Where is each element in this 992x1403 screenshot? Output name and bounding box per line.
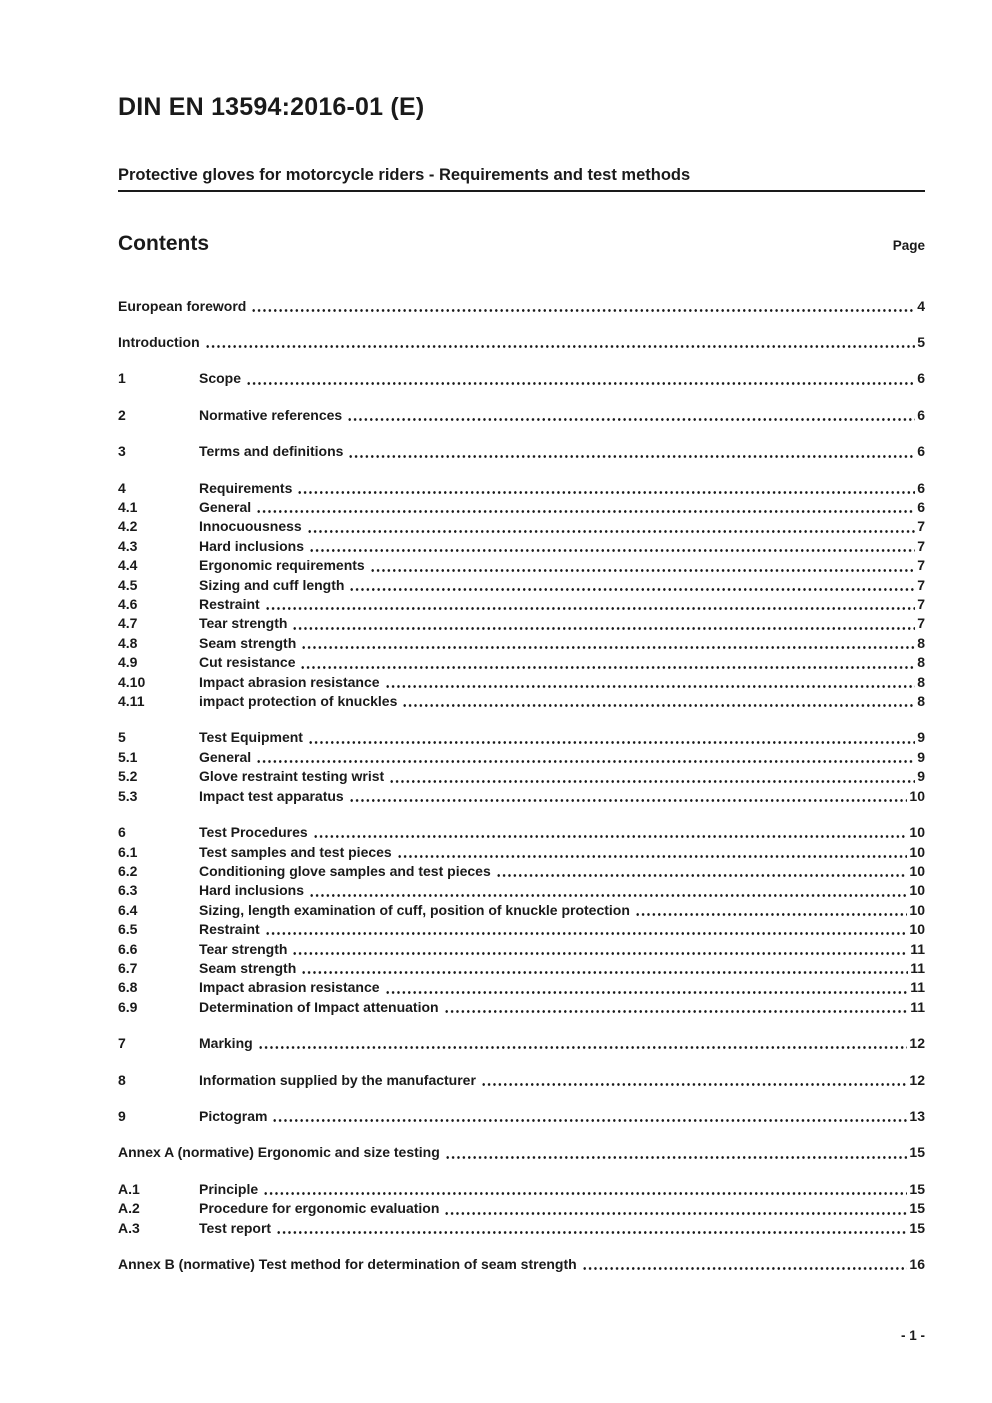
- toc-entry: [118, 881, 925, 900]
- toc-entry-page: 11: [910, 959, 925, 976]
- toc-entry: [118, 978, 925, 997]
- toc-entry-page: 7: [917, 615, 925, 632]
- toc-entry-number: A.1: [118, 1180, 140, 1197]
- dot-leader: [263, 1180, 907, 1199]
- dot-leader: [309, 537, 915, 556]
- toc-entry-title: General: [199, 748, 252, 765]
- toc-entry-number: 4.6: [118, 596, 138, 613]
- contents-header-row: [118, 232, 925, 255]
- toc-entry-title: Requirements: [199, 479, 293, 496]
- toc-entry: [118, 576, 925, 595]
- toc-entry-title: European foreword: [118, 297, 247, 314]
- doc-title-heading: Protective gloves for motorcycle riders - Requirements and test methods: [118, 165, 691, 184]
- toc-entry-title: Information supplied by the manufacturer: [199, 1071, 476, 1088]
- toc-entry-page: 7: [917, 576, 925, 593]
- toc-entry-title: Test samples and test pieces: [199, 843, 392, 860]
- dot-leader: [297, 479, 915, 498]
- toc-entry-number: 6: [118, 824, 126, 841]
- toc-entry-page: 9: [917, 768, 925, 785]
- dot-leader: [292, 614, 915, 633]
- toc-entry: [118, 498, 925, 517]
- toc-entry: [118, 748, 925, 767]
- dot-leader: [349, 576, 915, 595]
- dot-leader: [397, 843, 908, 862]
- toc-entry-page: 9: [917, 729, 925, 746]
- toc-entry-page: 12: [909, 1035, 925, 1052]
- toc-entry-page: 10: [909, 921, 925, 938]
- toc-entry: [118, 787, 925, 806]
- toc-entry-number: 3: [118, 443, 126, 460]
- toc-entry-number: 6.1: [118, 843, 138, 860]
- toc-entry-number: A.2: [118, 1200, 140, 1217]
- dot-leader: [301, 634, 915, 653]
- toc-entry-number: 7: [118, 1035, 126, 1052]
- toc-entry-title: Seam strength: [199, 634, 297, 651]
- toc-entry: [118, 1255, 925, 1274]
- toc-entry-number: 6.8: [118, 979, 138, 996]
- toc-entry: [118, 517, 925, 536]
- toc-entry-page: 6: [917, 406, 925, 423]
- toc-entry: [118, 1219, 925, 1238]
- dot-leader: [385, 978, 909, 997]
- toc-entry: [118, 998, 925, 1017]
- toc-entry: [118, 595, 925, 614]
- toc-entry: [118, 1107, 925, 1126]
- toc-entry-page: 8: [917, 634, 925, 651]
- toc-entry-title: Determination of Impact attenuation: [199, 998, 439, 1015]
- dot-leader: [444, 998, 909, 1017]
- toc-entry-title: Marking: [199, 1035, 253, 1052]
- toc-entry-page: 10: [909, 787, 925, 804]
- toc-entry-page: 6: [917, 479, 925, 496]
- toc-entry-page: 5: [917, 333, 925, 350]
- dot-leader: [256, 748, 915, 767]
- toc-entry: [118, 862, 925, 881]
- toc-entry-page: 10: [909, 882, 925, 899]
- toc-entry-page: 6: [917, 443, 925, 460]
- toc-entry-page: 15: [909, 1180, 925, 1197]
- toc-entry-page: 15: [909, 1219, 925, 1236]
- toc-entry-page: 4: [917, 297, 925, 314]
- dot-leader: [301, 959, 908, 978]
- toc-entry-title: Restraint: [199, 921, 260, 938]
- toc-entry-number: 6.4: [118, 901, 138, 918]
- toc-entry-title: Annex B (normative) Test method for determination of seam strength: [118, 1256, 577, 1272]
- dot-leader: [444, 1199, 907, 1218]
- dot-leader: [256, 498, 915, 517]
- toc-entry-title: Principle: [199, 1180, 259, 1197]
- doc-number-heading: DIN EN 13594:2016-01 (E): [118, 93, 425, 121]
- dot-leader: [265, 595, 916, 614]
- dot-leader: [582, 1255, 908, 1274]
- toc-entry: [118, 1034, 925, 1053]
- toc-entry-page: 16: [909, 1256, 925, 1272]
- toc-entry: [118, 614, 925, 633]
- toc-entry-title: Pictogram: [199, 1107, 268, 1124]
- toc-entry-page: 15: [909, 1200, 925, 1217]
- toc-entry-number: 4.2: [118, 518, 138, 535]
- toc-entry-title: Test Procedures: [199, 824, 308, 841]
- toc-entry-title: Sizing and cuff length: [199, 576, 345, 593]
- toc-entry-number: 6.7: [118, 959, 138, 976]
- toc-entry-title: Scope: [199, 370, 242, 387]
- dot-leader: [265, 920, 908, 939]
- toc-entry-number: 6.3: [118, 882, 138, 899]
- toc-entry-number: 8: [118, 1071, 126, 1088]
- toc-entry: [118, 823, 925, 842]
- toc-entry-title: Test report: [199, 1219, 272, 1236]
- toc-entry-page: 8: [917, 654, 925, 671]
- toc-entry-title: Test Equipment: [199, 729, 303, 746]
- toc-entry: [118, 920, 925, 939]
- dot-leader: [309, 881, 907, 900]
- page-column-label: Page: [892, 238, 925, 254]
- toc-entry: [118, 1180, 925, 1199]
- dot-leader: [385, 673, 916, 692]
- dot-leader: [300, 653, 915, 672]
- toc-entry-title: Impact abrasion resistance: [199, 673, 380, 690]
- toc-entry: [118, 728, 925, 747]
- toc-entry: [118, 537, 925, 556]
- toc-entry-number: 1: [118, 370, 126, 387]
- dot-leader: [389, 767, 915, 786]
- dot-leader: [205, 333, 916, 352]
- dot-leader: [347, 406, 915, 425]
- toc-entry-page: 13: [909, 1107, 925, 1124]
- toc-entry-title: Procedure for ergonomic evaluation: [199, 1200, 440, 1217]
- toc-entry-title: Tear strength: [199, 615, 288, 632]
- toc-entry-page: 10: [909, 824, 925, 841]
- footer-page-number: - 1 -: [900, 1328, 925, 1343]
- toc-entry: [118, 369, 925, 388]
- dot-leader: [308, 728, 915, 747]
- toc-entry-title: General: [199, 499, 252, 515]
- toc-entry-page: 7: [917, 518, 925, 535]
- toc-entry: [118, 673, 925, 692]
- toc-entry-number: 9: [118, 1107, 126, 1124]
- toc-entry: [118, 406, 925, 425]
- toc-entry: [118, 1071, 925, 1090]
- toc-entry-page: 9: [917, 748, 925, 765]
- contents-heading: Contents: [118, 232, 209, 256]
- toc-entry-number: 4.4: [118, 557, 138, 574]
- dot-leader: [313, 823, 908, 842]
- toc-entry-page: 11: [910, 998, 925, 1015]
- toc-entry-number: 4.9: [118, 654, 138, 671]
- dot-leader: [370, 556, 916, 575]
- dot-leader: [445, 1143, 908, 1162]
- toc-entry: [118, 556, 925, 575]
- toc-entry-number: 5.2: [118, 768, 138, 785]
- toc-entry-page: 10: [909, 901, 925, 918]
- toc-entry-page: 6: [917, 370, 925, 387]
- toc-entry-title: Normative references: [199, 406, 343, 423]
- toc-entry-number: 6.2: [118, 862, 138, 879]
- dot-leader: [272, 1107, 907, 1126]
- toc-entry-number: 4.11: [118, 693, 145, 710]
- toc-entry: [118, 767, 925, 786]
- dot-leader: [496, 862, 908, 881]
- dot-leader: [246, 369, 915, 388]
- toc-entry: [118, 1143, 925, 1162]
- toc-entry-title: Glove restraint testing wrist: [199, 768, 385, 785]
- toc-entry-number: A.3: [118, 1219, 140, 1236]
- toc-entry: [118, 692, 925, 711]
- toc-entry-title: Innocuousness: [199, 518, 302, 535]
- dot-leader: [307, 517, 916, 536]
- toc-entry-page: 7: [917, 537, 925, 554]
- toc-entry-number: 4: [118, 479, 126, 496]
- dot-leader: [349, 787, 908, 806]
- toc-entry-page: 12: [909, 1071, 925, 1088]
- toc-entry: [118, 901, 925, 920]
- dot-leader: [276, 1219, 907, 1238]
- toc-entry: [118, 959, 925, 978]
- toc-entry-number: 5.3: [118, 787, 138, 804]
- toc-entry-number: 5: [118, 729, 126, 746]
- dot-leader: [635, 901, 908, 920]
- toc-entry-page: 8: [917, 693, 925, 710]
- toc-entry-page: 8: [917, 673, 925, 690]
- dot-leader: [251, 297, 915, 316]
- toc-entry: [118, 479, 925, 498]
- toc-entry-title: Tear strength: [199, 940, 288, 957]
- toc-entry-title: Hard inclusions: [199, 882, 305, 899]
- toc-entry-number: 4.7: [118, 615, 138, 632]
- toc-entry-number: 4.8: [118, 634, 138, 651]
- toc-entry-number: 4.1: [118, 499, 138, 515]
- toc-entry: [118, 442, 925, 461]
- toc-entry-title: Introduction: [118, 333, 200, 350]
- title-underline-rule: [118, 190, 925, 192]
- toc-entry-number: 4.3: [118, 537, 138, 554]
- toc-entry-page: 11: [910, 940, 925, 957]
- toc-entry-page: 7: [917, 557, 925, 574]
- toc-entry-title: Sizing, length examination of cuff, position of knuckle protection: [199, 901, 630, 918]
- toc-entry-title: Impact abrasion resistance: [199, 979, 380, 996]
- toc-entry-page: 11: [910, 979, 925, 996]
- toc-entry-title: Terms and definitions: [199, 443, 344, 460]
- toc-entry: [118, 653, 925, 672]
- document-page: [118, 0, 925, 1274]
- toc-entry-title: Restraint: [199, 596, 260, 613]
- toc-entry-page: 10: [909, 862, 925, 879]
- toc-entry: [118, 333, 925, 352]
- toc-entry-number: 6.5: [118, 921, 138, 938]
- toc-entry: [118, 297, 925, 316]
- toc-entry-page: 7: [917, 596, 925, 613]
- toc-entry: [118, 940, 925, 959]
- toc-entry: [118, 1199, 925, 1218]
- toc-entry-page: 10: [909, 843, 925, 860]
- dot-leader: [481, 1071, 908, 1090]
- toc-entry-number: 4.5: [118, 576, 138, 593]
- toc-entry: [118, 634, 925, 653]
- toc-entry-title: Hard inclusions: [199, 537, 305, 554]
- toc-entry-title: Annex A (normative) Ergonomic and size testing: [118, 1144, 440, 1161]
- toc-entry-number: 2: [118, 406, 126, 423]
- dot-leader: [402, 692, 915, 711]
- toc-entry-number: 5.1: [118, 748, 138, 765]
- toc-entry: [118, 843, 925, 862]
- toc-entry-title: Seam strength: [199, 959, 297, 976]
- toc-entry-title: Ergonomic requirements: [199, 557, 365, 574]
- toc-entry-title: Impact test apparatus: [199, 787, 344, 804]
- toc-entry-number: 6.9: [118, 998, 138, 1015]
- dot-leader: [258, 1034, 908, 1053]
- toc-entry-page: 15: [909, 1144, 925, 1161]
- toc-entry-title: Cut resistance: [199, 654, 296, 671]
- toc-entry-page: 6: [917, 499, 925, 515]
- toc-entry-number: 4.10: [118, 673, 146, 690]
- dot-leader: [348, 442, 915, 461]
- toc-entry-title: impact protection of knuckles: [199, 693, 398, 710]
- toc-entry-title: Conditioning glove samples and test pieces: [199, 862, 491, 879]
- toc-entry-number: 6.6: [118, 940, 138, 957]
- toc-list: [118, 297, 925, 1275]
- dot-leader: [292, 940, 908, 959]
